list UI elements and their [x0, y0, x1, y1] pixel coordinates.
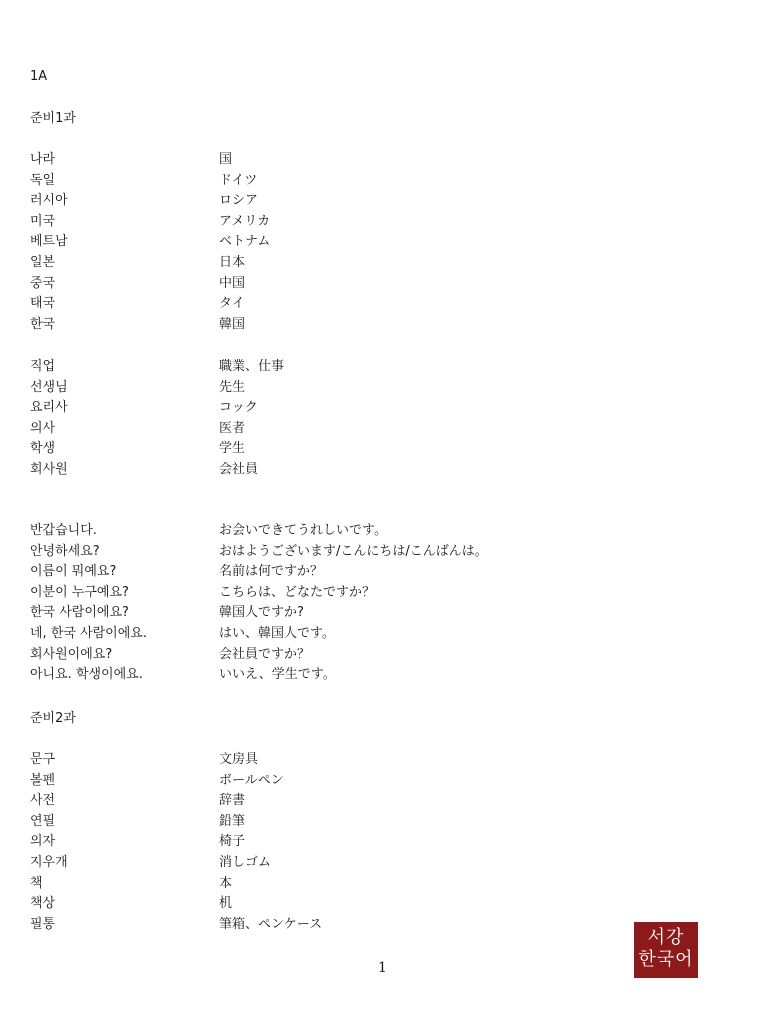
korean-term: 이분이 누구예요? [30, 584, 129, 600]
korean-term: 한국 [30, 316, 56, 332]
korean-term: 네, 한국 사람이에요. [30, 626, 147, 641]
japanese-meaning: 韓国 [219, 316, 246, 332]
japanese-meaning: ベトナム [219, 234, 271, 250]
japanese-meaning: 会社員 [219, 462, 259, 477]
korean-term: 문구 [30, 752, 56, 767]
korean-term: 미국 [30, 213, 56, 229]
japanese-meaning: 国 [219, 152, 233, 167]
logo-line-1: 서강 [647, 927, 685, 948]
japanese-meaning: ロシア [219, 193, 259, 209]
japanese-meaning: 鉛筆 [219, 813, 246, 829]
korean-term: 책상 [30, 896, 56, 912]
korean-term: 연필 [30, 813, 56, 829]
korean-term: 회사원 [30, 462, 68, 477]
japanese-meaning: 学生 [219, 441, 246, 457]
japanese-meaning: アメリカ [219, 213, 271, 229]
japanese-meaning: 先生 [219, 379, 246, 395]
japanese-meaning: 椅子 [219, 834, 246, 850]
korean-term: 아니요. 학생이에요. [30, 667, 143, 683]
sogang-korean-logo [634, 922, 698, 978]
korean-term: 사전 [30, 793, 56, 809]
japanese-meaning: 韓国人ですか? [219, 605, 304, 621]
lesson-heading: 준비1과 [30, 111, 76, 126]
korean-term: 러시아 [30, 193, 68, 209]
japanese-meaning: 名前は何ですか？ [219, 564, 324, 580]
japanese-meaning: いいえ、学生です。 [219, 667, 336, 683]
korean-term: 볼펜 [30, 772, 56, 788]
japanese-meaning: ボールペン [219, 772, 284, 788]
korean-term: 나라 [30, 152, 56, 167]
japanese-meaning: はい、韓国人です。 [219, 626, 335, 641]
japanese-meaning: お会いできてうれしいです。 [219, 523, 387, 538]
korean-term: 한국 사람이에요? [30, 605, 129, 621]
japanese-meaning: タイ [219, 296, 245, 312]
japanese-meaning: 消しゴム [219, 855, 272, 870]
logo-line-2: 한국어 [638, 949, 694, 970]
korean-term: 책 [30, 875, 43, 891]
japanese-meaning: 医者 [219, 420, 246, 436]
japanese-meaning: 筆箱、ペンケース [219, 916, 323, 932]
korean-term: 요리사 [30, 400, 68, 416]
lesson-heading: 준비2과 [30, 711, 76, 726]
japanese-meaning: コック [219, 400, 258, 416]
japanese-meaning: 机 [219, 896, 233, 912]
japanese-meaning: 辞書 [219, 793, 246, 809]
page-number: 1 [378, 960, 387, 976]
korean-term: 이름이 뭐예요? [30, 564, 117, 580]
korean-term: 태국 [30, 296, 56, 312]
korean-term: 회사원이에요? [30, 646, 113, 662]
japanese-meaning: ドイツ [219, 172, 258, 188]
korean-term: 베트남 [30, 234, 68, 250]
korean-term: 의사 [30, 420, 56, 436]
level-label: 1A [30, 69, 48, 84]
japanese-meaning: 本 [219, 875, 233, 891]
korean-term: 직업 [30, 359, 56, 374]
japanese-meaning: 文房具 [219, 752, 259, 767]
japanese-meaning: こちらは、どなたですか？ [219, 584, 376, 600]
japanese-meaning: 日本 [219, 255, 246, 270]
korean-term: 안녕하세요? [30, 543, 100, 559]
japanese-meaning: 職業、仕事 [219, 359, 285, 374]
korean-term: 선생님 [30, 379, 68, 395]
japanese-meaning: おはようございます/こんにちは/こんばんは。 [219, 543, 488, 559]
korean-term: 지우개 [30, 855, 68, 870]
korean-term: 반갑습니다. [30, 523, 97, 538]
korean-term: 학생 [30, 441, 56, 457]
korean-term: 중국 [30, 275, 56, 291]
japanese-meaning: 中国 [219, 275, 246, 291]
korean-term: 의자 [30, 834, 56, 850]
korean-term: 독일 [30, 172, 56, 188]
japanese-meaning: 会社員ですか？ [219, 646, 311, 662]
korean-term: 일본 [30, 255, 56, 270]
korean-term: 필통 [30, 916, 56, 932]
